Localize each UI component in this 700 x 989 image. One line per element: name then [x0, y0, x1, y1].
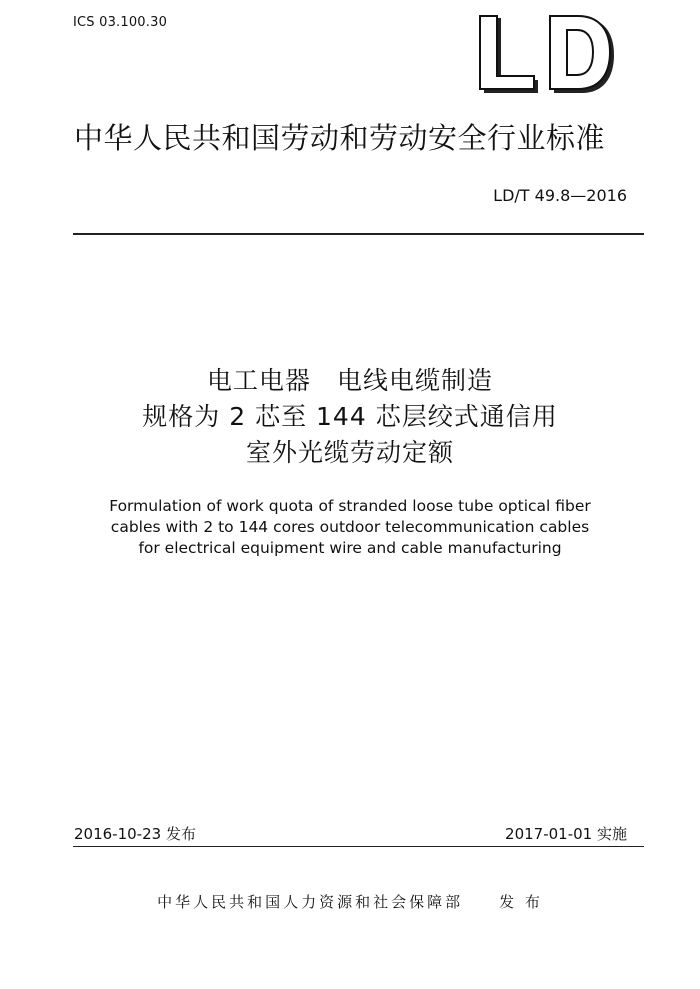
issuing-authority: 中华人民共和国人力资源和社会保障部 发 布	[157, 893, 543, 911]
standard-organization: 中华人民共和国劳动和劳动安全行业标准	[74, 121, 606, 155]
english-title-line-2: cables with 2 to 144 cores outdoor telecommunication cables	[110, 518, 590, 536]
implementation-date: 2017-01-01 实施	[505, 825, 627, 843]
chinese-title	[0, 363, 700, 471]
ld-logo	[470, 14, 620, 94]
chinese-title-line-2: 规格为 2 芯至 144 芯层绞式通信用	[142, 402, 558, 431]
english-title-line-1: Formulation of work quota of stranded loose tube optical fiber	[109, 497, 591, 515]
ics-code: ICS 03.100.30	[73, 15, 168, 30]
english-title-line-3: for electrical equipment wire and cable manufacturing	[138, 539, 562, 557]
chinese-title-line-1: 电工电器 电线电缆制造	[206, 366, 493, 395]
standard-code: LD/T 49.8—2016	[493, 186, 627, 205]
english-title	[0, 496, 700, 559]
issue-date: 2016-10-23 发布	[74, 825, 196, 843]
ld-logo-graphic	[470, 14, 620, 94]
header-divider	[73, 233, 644, 235]
footer-divider	[73, 846, 644, 847]
chinese-title-line-3: 室外光缆劳动定额	[245, 438, 454, 467]
